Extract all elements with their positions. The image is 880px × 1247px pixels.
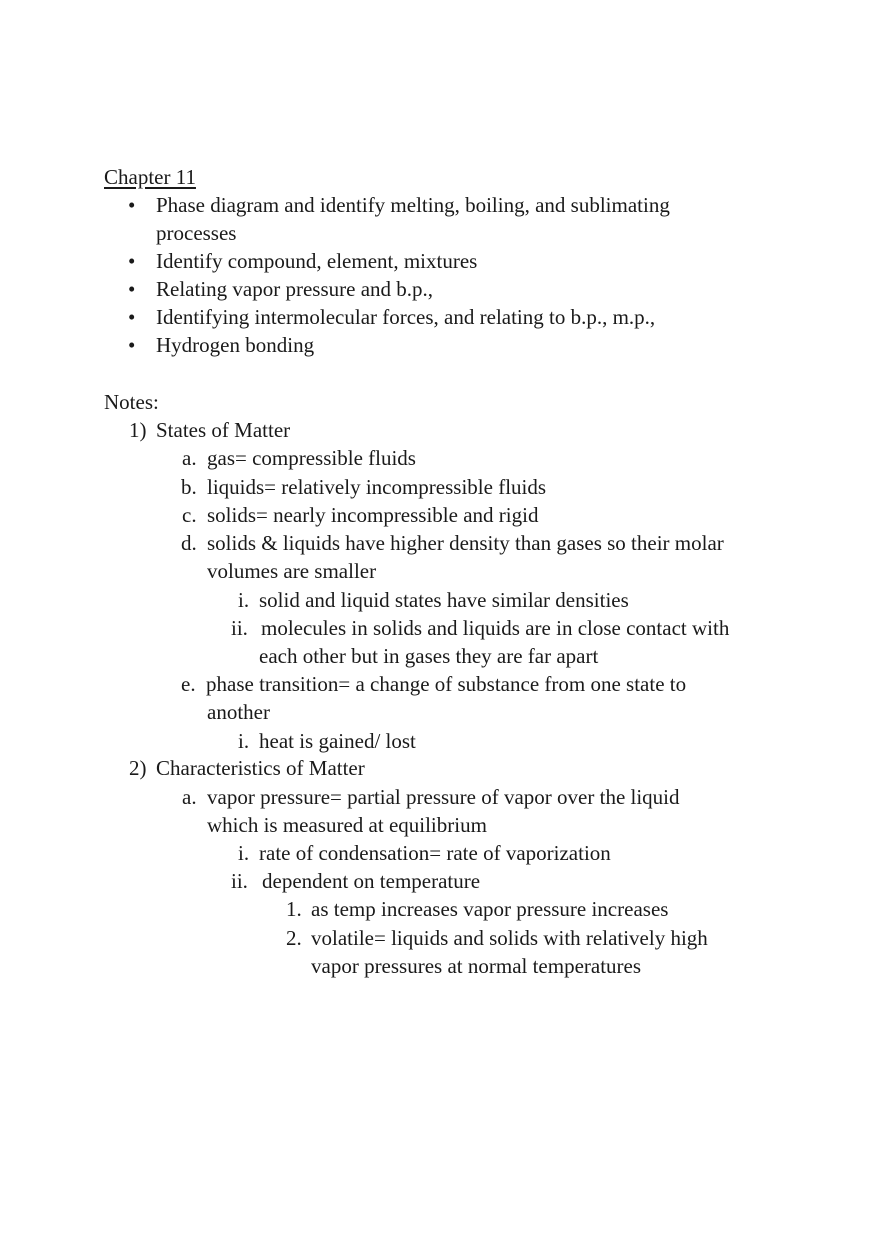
- item-text: vapor pressure= partial pressure of vapor over the liquid: [207, 785, 680, 809]
- notes-label: Notes:: [104, 390, 159, 414]
- item-text: solids & liquids have higher density than gases so their molar: [207, 531, 724, 555]
- subitem-marker: ii.: [231, 616, 248, 640]
- section-title: States of Matter: [156, 418, 291, 442]
- item-text: liquids= relatively incompressible fluids: [207, 475, 547, 499]
- item-text-continuation: another: [207, 700, 270, 724]
- bullet-text-continuation: processes: [156, 221, 237, 245]
- bullet-marker: •: [128, 305, 136, 329]
- item-text-continuation: volumes are smaller: [207, 559, 377, 583]
- bullet-text: Identify compound, element, mixtures: [156, 249, 478, 273]
- section-marker: 2): [129, 756, 147, 780]
- subsubitem-marker: 2.: [286, 926, 302, 950]
- subitem-text: heat is gained/ lost: [259, 729, 416, 753]
- subitem-text-continuation: each other but in gases they are far apart: [259, 644, 599, 668]
- subitem-text: dependent on temperature: [262, 869, 481, 893]
- subitem-marker: i.: [238, 729, 250, 753]
- bullet-text: Identifying intermolecular forces, and relating to b.p., m.p.,: [156, 305, 656, 329]
- bullet-text: Relating vapor pressure and b.p.,: [156, 277, 434, 301]
- bullet-marker: •: [128, 333, 136, 357]
- section-title: Characteristics of Matter: [156, 756, 365, 780]
- subitem-text: solid and liquid states have similar densities: [259, 588, 629, 612]
- subitem-marker: i.: [238, 588, 250, 612]
- item-marker: b.: [181, 475, 197, 499]
- bullet-marker: •: [128, 193, 136, 217]
- subsubitem-text-continuation: vapor pressures at normal temperatures: [311, 954, 642, 978]
- subsubitem-marker: 1.: [286, 897, 302, 921]
- subsubitem-text: volatile= liquids and solids with relatively high: [311, 926, 708, 950]
- item-marker: e.: [181, 672, 196, 696]
- subsubitem-text: as temp increases vapor pressure increases: [311, 897, 669, 921]
- subitem-marker: ii.: [231, 869, 248, 893]
- item-marker: d.: [181, 531, 197, 555]
- subitem-marker: i.: [238, 841, 250, 865]
- item-marker: a.: [182, 785, 197, 809]
- bullet-text: Hydrogen bonding: [156, 333, 315, 357]
- bullet-marker: •: [128, 277, 136, 301]
- chapter-heading: Chapter 11: [104, 165, 196, 189]
- item-marker: c.: [182, 503, 197, 527]
- item-marker: a.: [182, 446, 197, 470]
- item-text: gas= compressible fluids: [207, 446, 416, 470]
- section-marker: 1): [129, 418, 147, 442]
- bullet-text: Phase diagram and identify melting, boiling, and sublimating: [156, 193, 670, 217]
- subitem-text: molecules in solids and liquids are in close contact with: [261, 616, 730, 640]
- item-text: phase transition= a change of substance from one state to: [206, 672, 687, 696]
- bullet-marker: •: [128, 249, 136, 273]
- item-text: solids= nearly incompressible and rigid: [207, 503, 539, 527]
- item-text-continuation: which is measured at equilibrium: [207, 813, 487, 837]
- subitem-text: rate of condensation= rate of vaporization: [259, 841, 611, 865]
